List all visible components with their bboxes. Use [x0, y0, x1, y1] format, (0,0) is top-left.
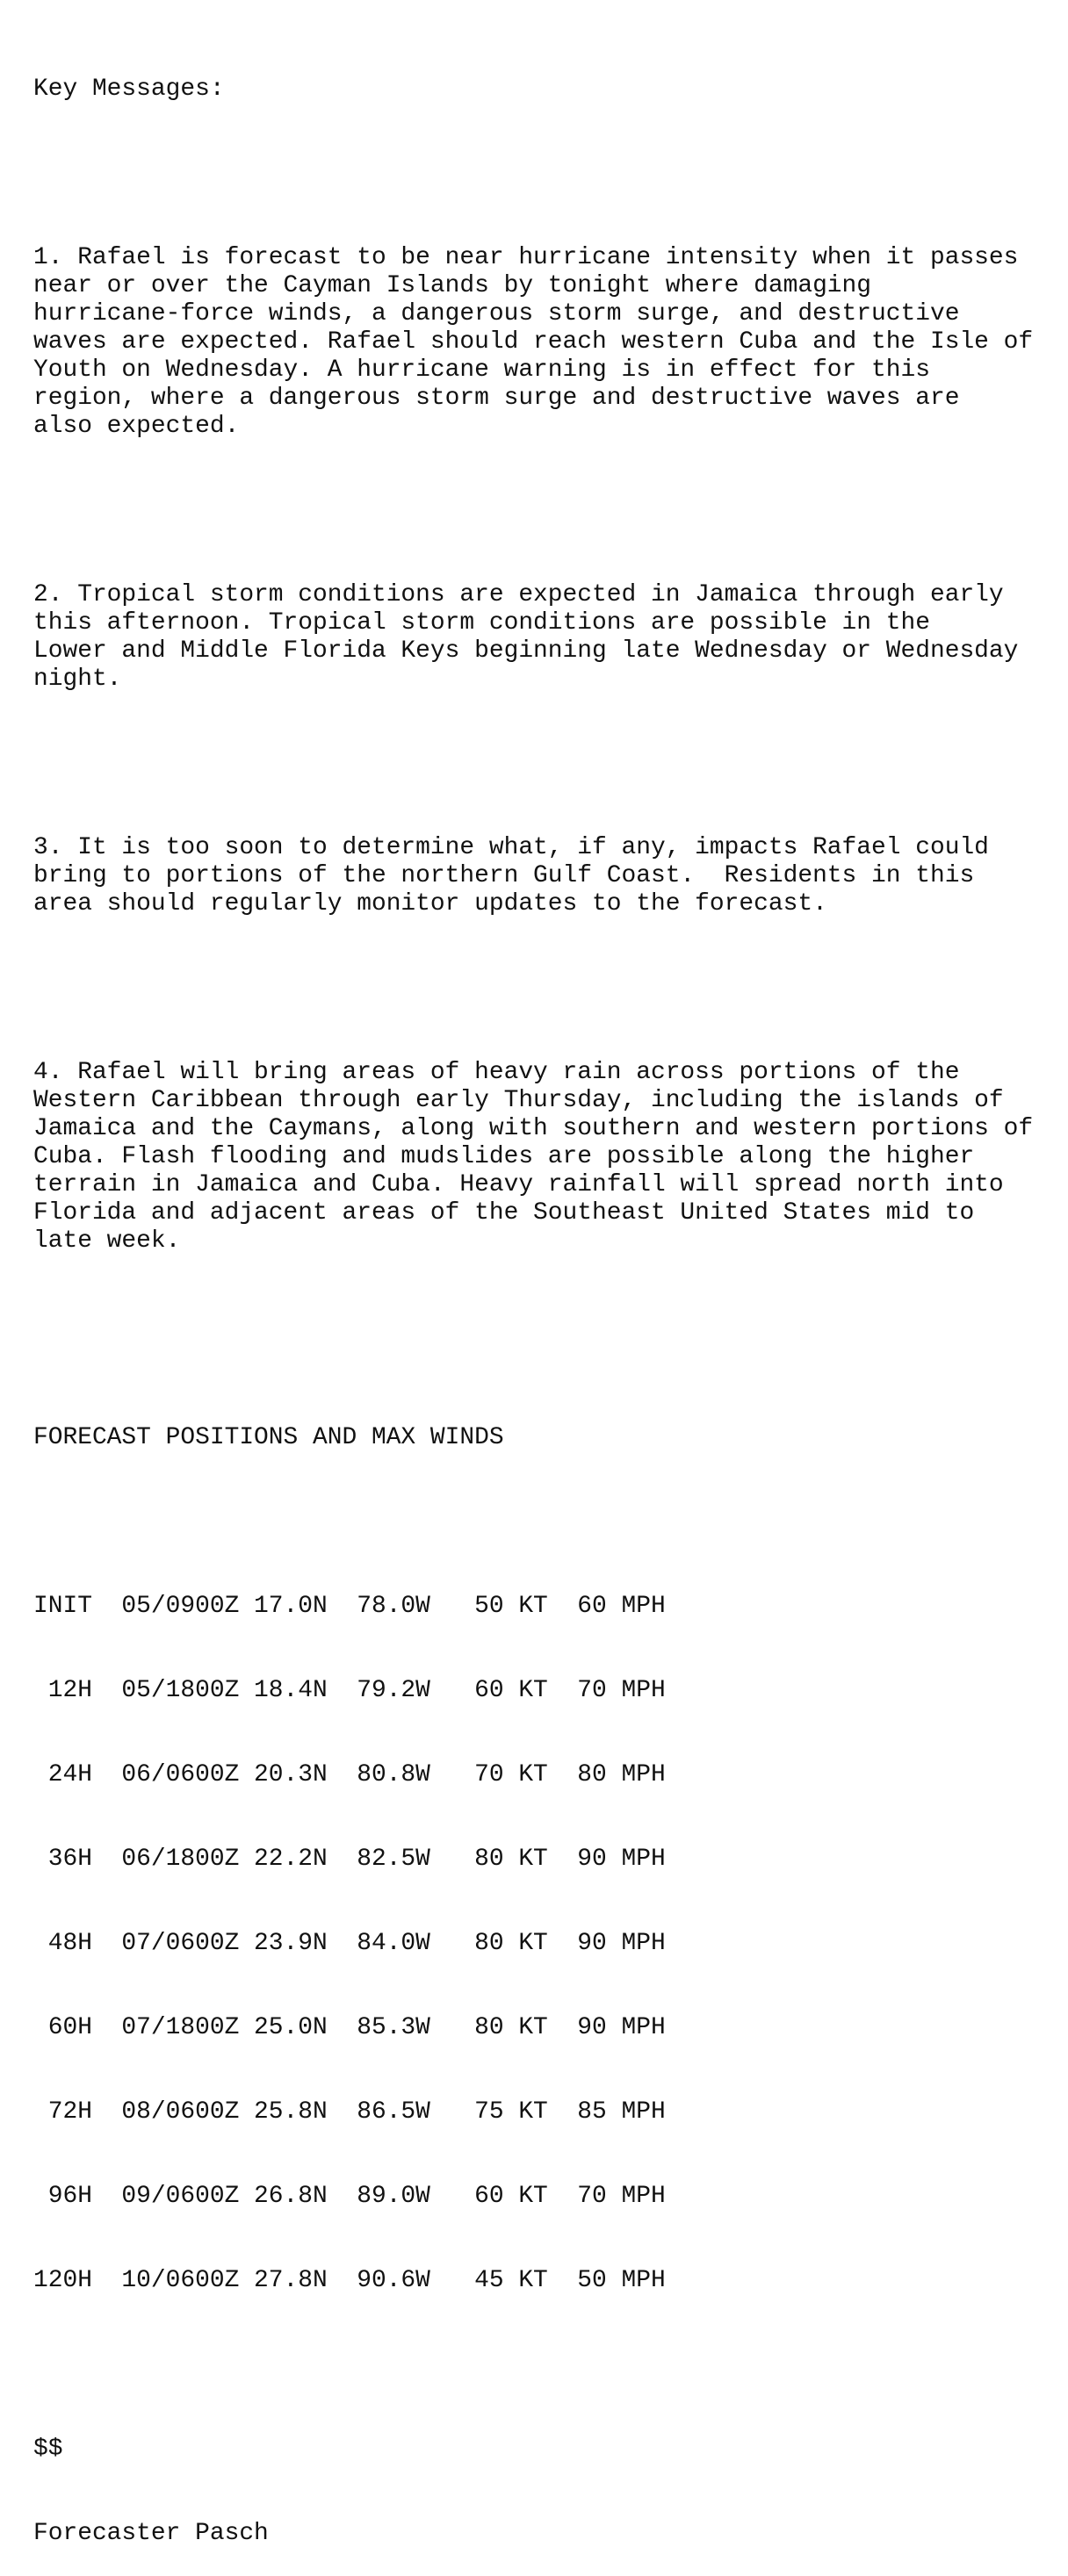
key-messages-heading: Key Messages: [33, 76, 225, 103]
forecast-row: 24H 06/0600Z 20.3N 80.8W 70 KT 80 MPH [33, 1761, 666, 1788]
spacer [33, 497, 1033, 525]
forecast-row: 72H 08/0600Z 25.8N 86.5W 75 KT 85 MPH [33, 2098, 666, 2126]
forecaster-signature: Forecaster Pasch [33, 2520, 269, 2547]
spacer [33, 975, 1033, 1003]
spacer [33, 1508, 1033, 1536]
spacer [33, 750, 1033, 778]
forecast-row: 60H 07/1800Z 25.0N 85.3W 80 KT 90 MPH [33, 2014, 666, 2041]
advisory-text [33, 19, 1033, 2576]
key-message-2: 2. Tropical storm conditions are expected in Jamaica through early this afternoon. Tropical storm conditions are possible in the Lower and Middle Florida Keys beginning late Wednesday or Wednesday night. [33, 581, 1019, 693]
key-message-1: 1. Rafael is forecast to be near hurricane intensity when it passes near or over the Cayman Islands by tonight where damaging hurricane-force winds, a dangerous storm surge, and destructive waves are expected. Rafael should reach western Cuba and the Isle of Youth on Wednesday. A hurricane warning is in effect for this region, where a dangerous storm surge and destructive waves are also expected. [33, 244, 1034, 440]
key-message-3: 3. It is too soon to determine what, if any, impacts Rafael could bring to portions of the northern Gulf Coast. Residents in this area should regularly monitor updates to the forecast. [33, 834, 989, 917]
forecast-title: FORECAST POSITIONS AND MAX WINDS [33, 1424, 504, 1451]
forecast-row: 12H 05/1800Z 18.4N 79.2W 60 KT 70 MPH [33, 1677, 666, 1704]
spacer [33, 160, 1033, 188]
end-marker: $$ [33, 2436, 63, 2463]
forecast-row: INIT 05/0900Z 17.0N 78.0W 50 KT 60 MPH [33, 1593, 666, 1620]
forecast-row: 120H 10/0600Z 27.8N 90.6W 45 KT 50 MPH [33, 2267, 666, 2294]
spacer [33, 2351, 1033, 2379]
forecast-row: 48H 07/0600Z 23.9N 84.0W 80 KT 90 MPH [33, 1930, 666, 1957]
spacer [33, 1312, 1033, 1368]
forecast-row: 96H 09/0600Z 26.8N 89.0W 60 KT 70 MPH [33, 2183, 666, 2210]
forecast-row: 36H 06/1800Z 22.2N 82.5W 80 KT 90 MPH [33, 1846, 666, 1873]
key-message-4: 4. Rafael will bring areas of heavy rain across portions of the Western Caribbean through early Thursday, including the islands of Jamaica and the Caymans, along with southern and western portions of Cuba. Flash flooding and mudslides are possible along the higher terrain in Jamaica and Cuba. Heavy rainfall will spread north into Florida and adjacent areas of the Southeast United States mid to late week. [33, 1059, 1034, 1255]
